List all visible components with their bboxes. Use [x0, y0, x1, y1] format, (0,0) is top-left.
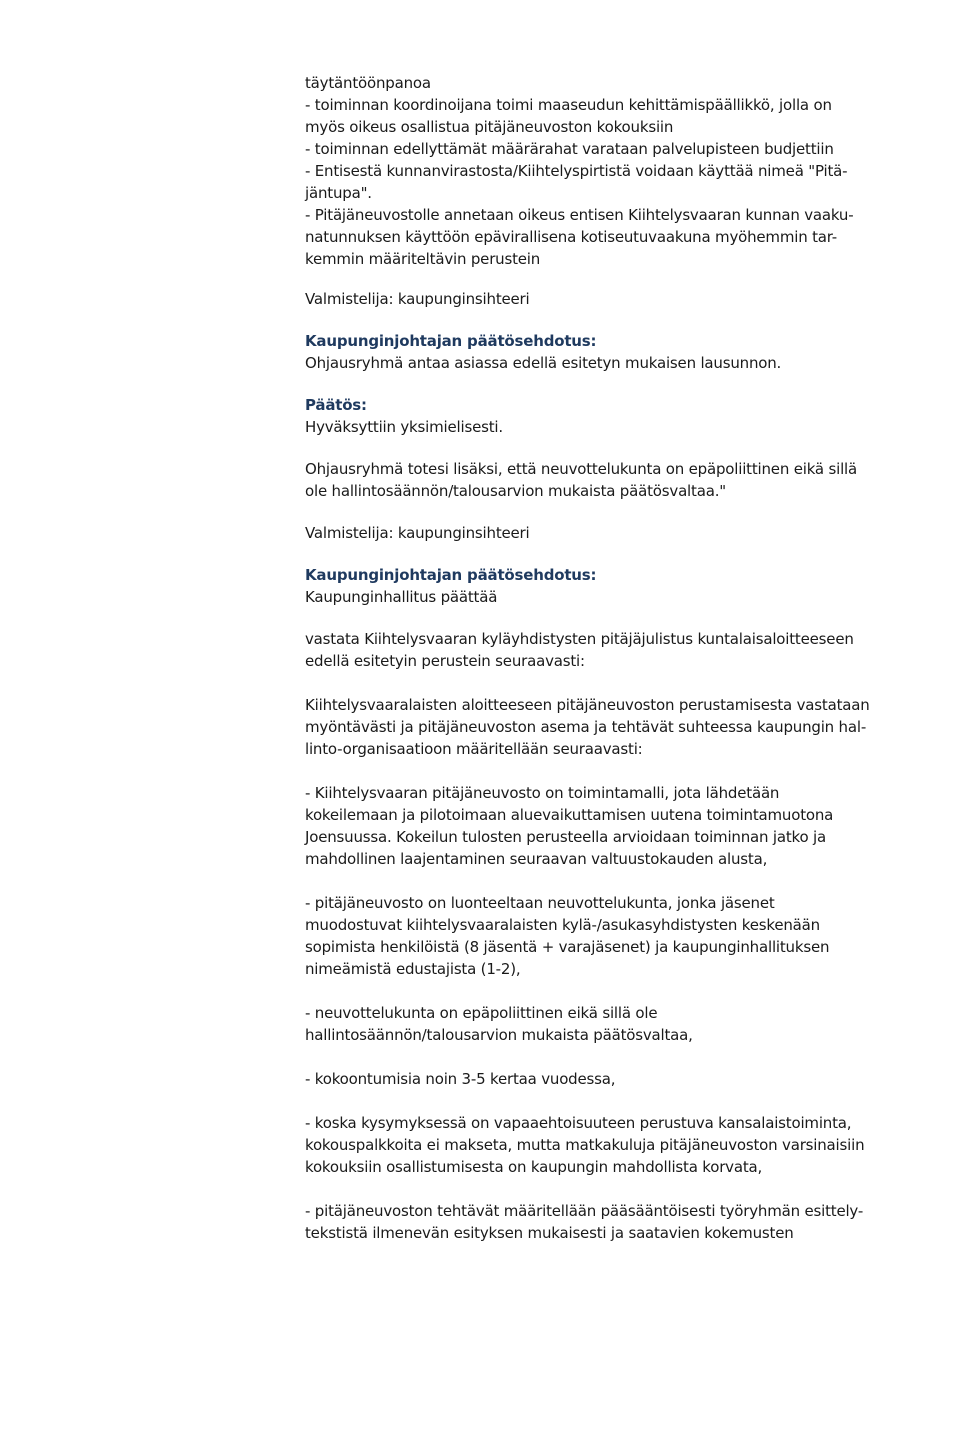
respond-paragraph — [305, 628, 905, 672]
list-item — [305, 782, 905, 870]
text-line: täytäntöönpanoa — [305, 74, 431, 92]
proposal-1 — [305, 330, 905, 374]
decision-heading: Päätös: — [305, 396, 367, 414]
preparer-2 — [305, 522, 905, 544]
text-line: linto-organisaatioon määritellään seuraavasti: — [305, 740, 643, 758]
text-line: - Pitäjäneuvostolle annetaan oikeus entisen Kiihtelysvaaran kunnan vaaku- — [305, 206, 854, 224]
decision — [305, 394, 905, 438]
text-line: - toiminnan koordinoijana toimi maaseudun kehittämispäällikkö, jolla on — [305, 96, 832, 114]
text-line: muodostuvat kiihtelysvaaralaisten kylä-/asukasyhdistysten keskenään — [305, 916, 820, 934]
text-line: - toiminnan edellyttämät määrärahat varataan palvelupisteen budjettiin — [305, 140, 834, 158]
text-line: Ohjausryhmä totesi lisäksi, että neuvottelukunta on epäpoliittinen eikä sillä — [305, 460, 858, 478]
text-line: - neuvottelukunta on epäpoliittinen eikä sillä ole — [305, 1004, 658, 1022]
text-line: myöntävästi ja pitäjäneuvoston asema ja tehtävät suhteessa kaupungin hal- — [305, 718, 867, 736]
text-line: nimeämistä edustajista (1-2), — [305, 960, 521, 978]
text-line: - pitäjäneuvosto on luonteeltaan neuvottelukunta, jonka jäsenet — [305, 894, 775, 912]
proposal-2 — [305, 564, 905, 608]
text-line: vastata Kiihtelysvaaran kyläyhdistysten pitäjäjulistus kuntalaisaloitteeseen — [305, 630, 854, 648]
text-line: edellä esitetyin perustein seuraavasti: — [305, 652, 585, 670]
text-line: natunnuksen käyttöön epävirallisena kotiseutuvaakuna myöhemmin tar- — [305, 228, 837, 246]
text-line: - koska kysymyksessä on vapaaehtoisuuteen perustuva kansalaistoiminta, — [305, 1114, 852, 1132]
text-line: mahdollinen laajentaminen seuraavan valtuustokauden alusta, — [305, 850, 768, 868]
text-line: tekstistä ilmenevän esityksen mukaisesti ja saatavien kokemusten — [305, 1224, 794, 1242]
text-line: kemmin määriteltävin perustein — [305, 250, 541, 268]
list-item — [305, 1112, 905, 1178]
text-line: ole hallintosäännön/talousarvion mukaista päätösvaltaa." — [305, 482, 726, 500]
list-item — [305, 1002, 905, 1046]
text-line: - Entisestä kunnanvirastosta/Kiihtelyspirtistä voidaan käyttää nimeä "Pitä- — [305, 162, 848, 180]
text-line: hallintosäännön/talousarvion mukaista päätösvaltaa, — [305, 1026, 693, 1044]
text-line: - Kiihtelysvaaran pitäjäneuvosto on toimintamalli, jota lähdetään — [305, 784, 780, 802]
text-line: kokeilemaan ja pilotoimaan aluevaikuttamisen uutena toimintamuotona — [305, 806, 834, 824]
text-line: myös oikeus osallistua pitäjäneuvoston kokouksiin — [305, 118, 674, 136]
text-line: - pitäjäneuvoston tehtävät määritellään pääsääntöisesti työryhmän esittely- — [305, 1202, 864, 1220]
list-item — [305, 1068, 905, 1090]
proposal-text: Ohjausryhmä antaa asiassa edellä esitetyn mukaisen lausunnon. — [305, 354, 782, 372]
text-line: Joensuussa. Kokeilun tulosten perusteella arvioidaan toiminnan jatko ja — [305, 828, 827, 846]
text-line: jäntupa". — [305, 184, 372, 202]
proposal-text: Kaupunginhallitus päättää — [305, 588, 498, 606]
text-line: kokouspalkkoita ei makseta, mutta matkakuluja pitäjäneuvoston varsinaisiin — [305, 1136, 865, 1154]
text-line: sopimista henkilöistä (8 jäsentä + varajäsenet) ja kaupunginhallituksen — [305, 938, 830, 956]
answer-paragraph — [305, 694, 905, 760]
preparer-1 — [305, 288, 905, 310]
note-paragraph — [305, 458, 905, 502]
preparer-text: Valmistelija: kaupunginsihteeri — [305, 290, 530, 308]
text-line: - kokoontumisia noin 3-5 kertaa vuodessa, — [305, 1070, 616, 1088]
preparer-text: Valmistelija: kaupunginsihteeri — [305, 524, 530, 542]
text-line: Kiihtelysvaaralaisten aloitteeseen pitäjäneuvoston perustamisesta vastataan — [305, 696, 870, 714]
document-body — [305, 72, 905, 1266]
text-line: kokouksiin osallistumisesta on kaupungin mahdollista korvata, — [305, 1158, 763, 1176]
proposal-heading: Kaupunginjohtajan päätösehdotus: — [305, 566, 597, 584]
intro-paragraph — [305, 72, 905, 270]
list-item — [305, 892, 905, 980]
decision-text: Hyväksyttiin yksimielisesti. — [305, 418, 503, 436]
proposal-heading: Kaupunginjohtajan päätösehdotus: — [305, 332, 597, 350]
list-item — [305, 1200, 905, 1244]
